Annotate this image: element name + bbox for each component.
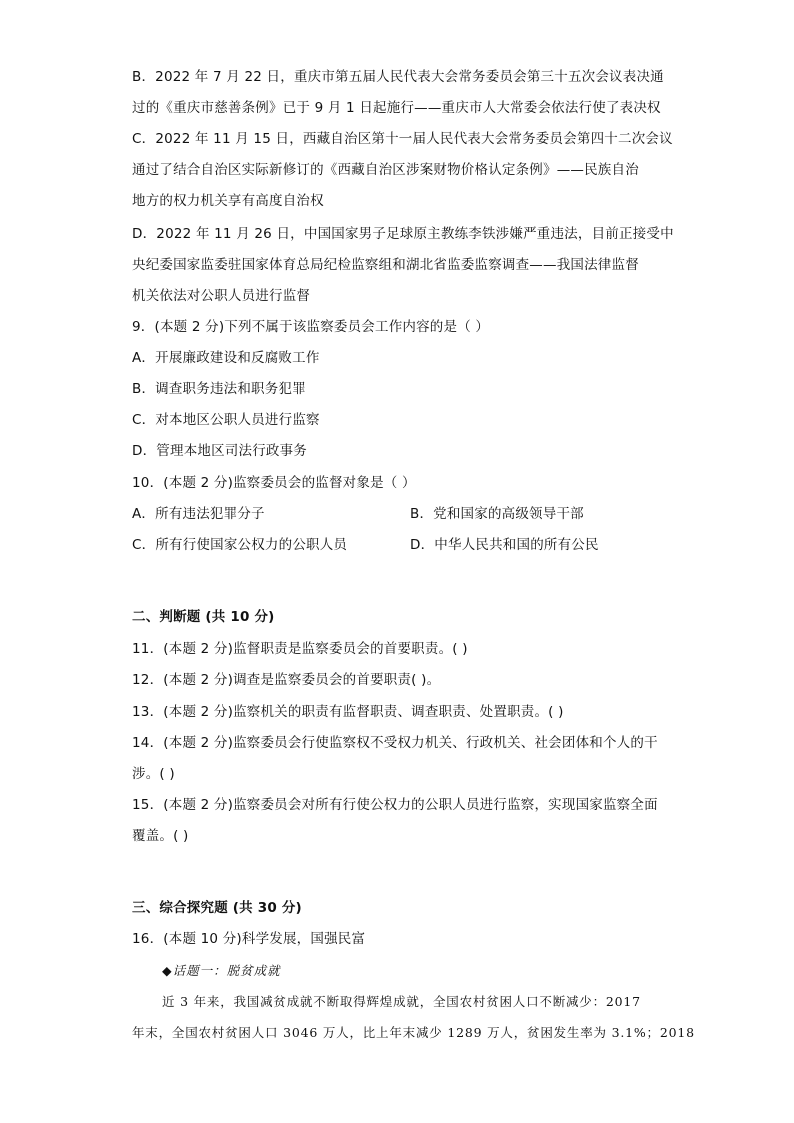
q10-stem: 10．(本题 2 分)监察委员会的监督对象是（ ） (132, 475, 416, 491)
material-line-1: 近 3 年来，我国减贫成就不断取得辉煌成就，全国农村贫困人口不断减少：2017 (162, 994, 641, 1009)
q8-option-c-line-2: 通过了结合自治区实际新修订的《西藏自治区涉案财物价格认定条例》——民族自治 (132, 162, 639, 178)
q14-line-2: 涉。( ) (132, 766, 175, 782)
q9-option-c: C．对本地区公职人员进行监察 (132, 412, 320, 428)
q10-option-b: B．党和国家的高级领导干部 (410, 506, 584, 522)
q10-option-c: C．所有行使国家公权力的公职人员 (132, 537, 348, 553)
section-3-heading: 三、综合探究题 (共 30 分) (132, 900, 302, 916)
q8-option-b-line-2: 过的《重庆市慈善条例》已于 9 月 1 日起施行——重庆市人大常委会依法行使了表决权 (132, 100, 661, 116)
q11-line: 11．(本题 2 分)监督职责是监察委员会的首要职责。( ) (132, 641, 468, 657)
q13-line: 13．(本题 2 分)监察机关的职责有监督职责、调查职责、处置职责。( ) (132, 704, 564, 720)
q9-option-b: B．调查职务违法和职务犯罪 (132, 381, 306, 397)
topic-one-heading: ◆话题一：脱贫成就 (162, 963, 281, 978)
material-line-2: 年末，全国农村贫困人口 3046 万人，比上年末减少 1289 万人，贫困发生率为 3.1%；2018 (132, 1025, 695, 1040)
q8-option-d-line-2: 央纪委国家监委驻国家体育总局纪检监察组和湖北省监委监察调查——我国法律监督 (132, 257, 639, 273)
q8-option-c-line-3: 地方的权力机关享有高度自治权 (132, 193, 324, 209)
q8-option-c-line-1: C．2022 年 11 月 15 日，西藏自治区第十一届人民代表大会常务委员会第四十二次会议 (132, 131, 673, 147)
q12-line: 12．(本题 2 分)调查是监察委员会的首要职责( )。 (132, 672, 441, 688)
q8-option-b-line-1: B．2022 年 7 月 22 日，重庆市第五届人民代表大会常务委员会第三十五次会议表决通 (132, 69, 664, 85)
q8-option-d-line-3: 机关依法对公职人员进行监督 (132, 288, 311, 304)
q15-line-1: 15．(本题 2 分)监察委员会对所有行使公权力的公职人员进行监察，实现国家监察全面 (132, 797, 658, 813)
q9-option-a: A．开展廉政建设和反腐败工作 (132, 350, 320, 366)
q9-stem: 9．(本题 2 分)下列不属于该监察委员会工作内容的是（ ） (132, 319, 490, 335)
q10-option-a: A．所有违法犯罪分子 (132, 506, 265, 522)
q15-line-2: 覆盖。( ) (132, 828, 189, 844)
q14-line-1: 14．(本题 2 分)监察委员会行使监察权不受权力机关、行政机关、社会团体和个人的干 (132, 735, 658, 751)
q16-stem: 16．(本题 10 分)科学发展，国强民富 (132, 931, 366, 947)
section-2-heading: 二、判断题 (共 10 分) (132, 609, 275, 625)
q9-option-d: D．管理本地区司法行政事务 (132, 443, 307, 459)
q8-option-d-line-1: D．2022 年 11 月 26 日，中国国家男子足球原主教练李铁涉嫌严重违法，目前正接受中 (132, 226, 674, 242)
q10-option-d: D．中华人民共和国的所有公民 (410, 537, 599, 553)
